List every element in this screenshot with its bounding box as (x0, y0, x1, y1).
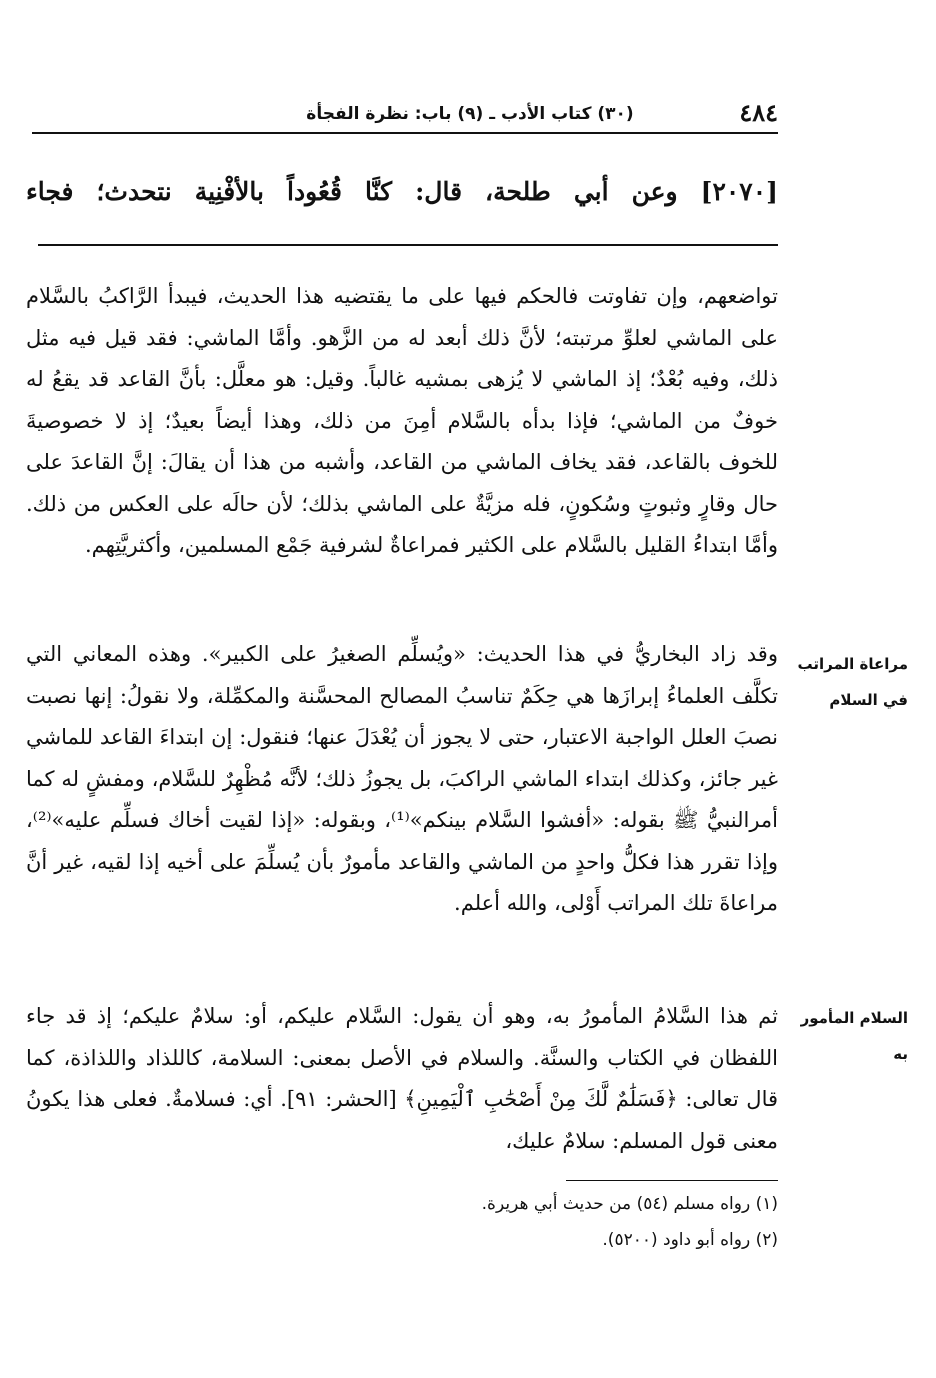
paragraph-text: تواضعهم، وإن تفاوتت فالحكم فيها على ما يقتضيه هذا الحديث، فيبدأ الرَّاكبُ بالسَّلام على الماشي لعلوِّ مرتبته؛ لأنَّ ذلك أبعد له من الزَّهو. وأمَّا الماشي: فقد قيل فيه مثل ذلك، وفيه بُعْدٌ؛ إذ الماشي لا يُزهى بمشيه غالباً. وقيل: هو معلَّل: بأنَّ القاعد قد يقعُ له خوفٌ من الماشي؛ فإذا بدأه بالسَّلام أمِنَ من ذلك، وهذا أيضاً بعيدٌ؛ إذ لا خصوصيةَ للخوف بالقاعد، فقد يخاف الماشي من القاعد، وأشبه من هذا أن يقالَ: إنَّ القاعدَ على حال وقارٍ وثبوتٍ وسُكونٍ، فله مزيَّةٌ على الماشي بذلك؛ لأن حالَه على العكس من ذلك. وأمَّا ابتداءُ القليل بالسَّلام على الكثير فمراعاةٌ لشرفية جَمْع المسلمين، وأكثريَّتِهم. (26, 284, 779, 557)
footnote-divider (566, 1180, 778, 1181)
paragraph-text: وقد زاد البخاريُّ في هذا الحديث: «ويُسلِّم الصغيرُ على الكبير». وهذه المعاني التي تكلَّف العلماءُ إبرازَها هي حِكَمٌ تناسبُ المصالح المحسَّنة والمكمِّلة، ولا نقولُ: إنها نصبت نصبَ العلل الواجبة الاعتبار، حتى لا يجوز أن يُعْدَلَ عنها؛ فنقول: إن ابتداءَ القاعد للماشي غير جائز، وكذلك ابتداء الماشي الراكبَ، بل يجوزُ ذلك؛ لأنَّه مُظْهِرٌ للسَّلام، ومفشٍ له كما أمرالنبيُّ ﷺ بقوله: «أفشوا السَّلام بينكم»⁽¹⁾، وبقوله: «إذا لقيت أخاك فسلِّم عليه»⁽²⁾، وإذا تقرر هذا فكلُّ واحدٍ من الماشي والقاعد مأمورٌ بأن يُسلِّمَ على أخيه إذا لقيه، غير أنَّ مراعاةَ تلك المراتب أَوْلى، والله أعلم. (26, 642, 778, 915)
side-note-commanded-greeting: السلام المأمور به (800, 1009, 908, 1063)
body-paragraph-2 (26, 634, 778, 925)
hadith-text: [٢٠٧٠] وعن أبي طلحة، قال: كنَّا قُعُوداً بالأفْنِية نتحدث؛ فجاء (26, 177, 778, 206)
hadith-divider (38, 244, 778, 246)
paragraph-text: ثم هذا السَّلامُ المأمورُ به، وهو أن يقول: السَّلام عليكم، أو: سلامٌ عليكم؛ إذ قد جاء اللفظان في الكتاب والسنَّة. والسلام في الأصل بمعنى: السلامة، كاللذاد واللذاذة، كما قال تعالى: ﴿فَسَلَٰمٌ لَّكَ مِنْ أَصْحَٰبِ ٱلْيَمِينِ﴾ [الحشر: ٩١]. أي: فسلامةٌ. فعلى هذا يكونُ معنى قول المسلم: سلامٌ عليك، (26, 1004, 779, 1153)
side-note-ranks: مراعاة المراتب في السلام (797, 655, 908, 709)
footnote-1: (١) رواه مسلم (٥٤) من حديث أبي هريرة. (481, 1194, 778, 1214)
header-divider (32, 132, 778, 134)
page-number: ٤٨٤ (739, 98, 778, 127)
running-title: (٣٠) كتاب الأدب ـ (٩) باب: نظرة الفجأة (306, 104, 634, 124)
body-paragraph-3 (26, 996, 778, 1162)
footnote-2: (٢) رواه أبو داود (٥٢٠٠). (602, 1230, 778, 1250)
body-paragraph-1 (26, 276, 778, 567)
